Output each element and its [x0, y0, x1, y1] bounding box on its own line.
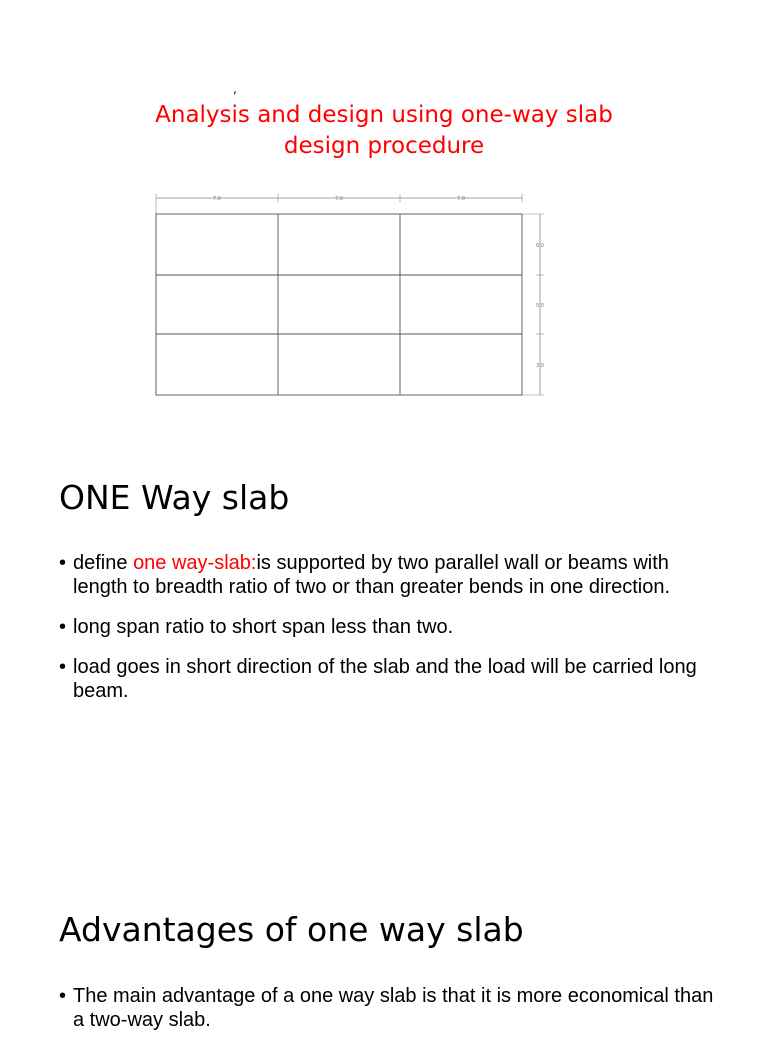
slab-plan-drawing: [150, 190, 550, 400]
bullet-text: The main advantage of a one way slab is that it is more economical than a two-way slab.: [73, 985, 714, 1031]
span-label-1: 7.0: [213, 196, 221, 202]
span-label-3: 7.0: [457, 196, 465, 202]
section-heading-one-way-slab: ONE Way slab: [59, 478, 290, 517]
list-item: [59, 551, 719, 599]
one-way-slab-bullet-list: [59, 551, 719, 719]
advantages-bullet-list: [59, 984, 719, 1048]
list-item: [59, 984, 719, 1032]
title-line-1: Analysis and design using one-way slab: [155, 102, 613, 128]
bullet-text: load goes in short direction of the slab and the load will be carried long beam.: [73, 656, 697, 702]
section-heading-advantages: Advantages of one way slab: [59, 910, 524, 949]
title-line-2: design procedure: [283, 133, 485, 159]
side-label-2: 5.0: [536, 303, 544, 309]
side-label-3: 3.0: [536, 363, 544, 369]
bullet-text: long span ratio to short span less than two.: [73, 616, 454, 638]
list-item: [59, 655, 719, 703]
page-title: [0, 100, 768, 162]
stray-mark: ,: [233, 82, 237, 96]
list-item: [59, 615, 719, 639]
bullet-prefix: define: [73, 552, 134, 574]
side-label-1: 6.0: [536, 243, 544, 249]
span-label-2: 7.0: [335, 196, 343, 202]
bullet-text: is supported by two parallel wall or beams with length to breadth ratio of two or than greater bends in one direction.: [73, 552, 671, 598]
term-highlight: one way-slab:: [133, 552, 257, 574]
